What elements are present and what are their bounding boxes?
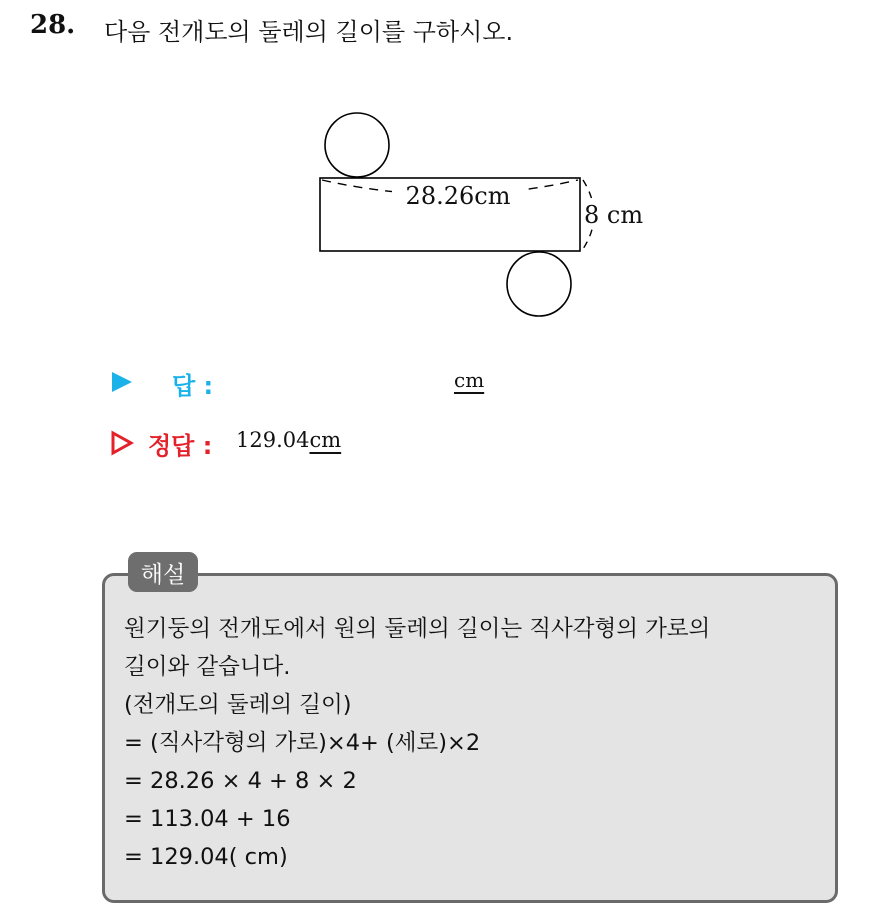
explanation-line: = 129.04( cm) bbox=[124, 844, 288, 870]
correct-answer-number: 129.04 bbox=[236, 428, 310, 452]
play-icon bbox=[110, 370, 134, 394]
question-text: 다음 전개도의 둘레의 길이를 구하시오. bbox=[104, 18, 514, 46]
width-label: 28.26cm bbox=[405, 182, 511, 210]
question-number: 28. bbox=[30, 10, 76, 40]
answer-label: 답 : bbox=[172, 372, 214, 400]
cylinder-net-figure bbox=[300, 105, 660, 325]
correct-answer-label: 정답 : bbox=[148, 432, 213, 460]
explanation-line: = (직사각형의 가로)×4+ (세로)×2 bbox=[124, 730, 481, 756]
explanation-line: 길이와 같습니다. bbox=[124, 654, 291, 680]
explanation-line: = 28.26 × 4 + 8 × 2 bbox=[124, 768, 357, 794]
explanation-line: = 113.04 + 16 bbox=[124, 806, 291, 832]
explanation-line: 원기둥의 전개도에서 원의 둘레의 길이는 직사각형의 가로의 bbox=[124, 616, 711, 642]
explanation-line: (전개도의 둘레의 길이) bbox=[124, 692, 352, 718]
explanation-text bbox=[124, 610, 834, 876]
top-circle bbox=[325, 113, 389, 177]
bottom-circle bbox=[507, 252, 571, 316]
correct-answer-row bbox=[110, 426, 610, 460]
explanation-tab: 해설 bbox=[128, 552, 198, 592]
answer-row bbox=[110, 366, 610, 398]
height-label: 8 cm bbox=[584, 201, 644, 229]
outline-play-icon bbox=[110, 430, 134, 456]
correct-answer-unit: cm bbox=[309, 428, 342, 452]
correct-answer-value bbox=[236, 428, 341, 452]
answer-unit: cm bbox=[454, 368, 485, 392]
